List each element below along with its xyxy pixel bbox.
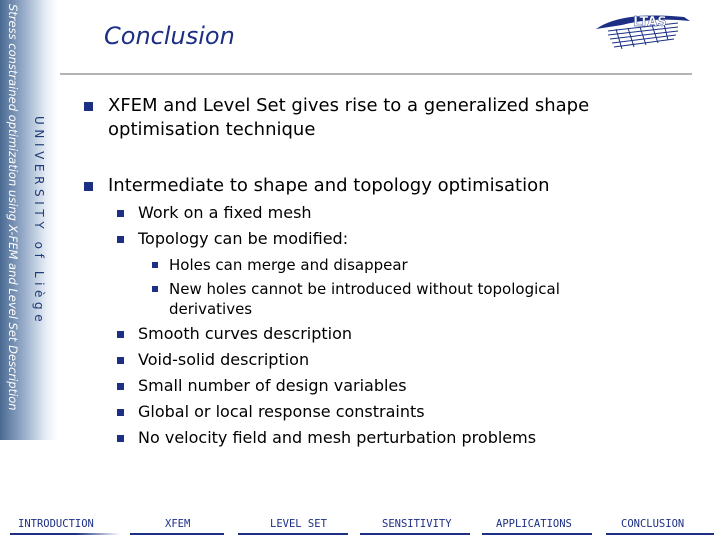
nav-underline [360,533,470,535]
square-bullet-icon [117,357,124,364]
nav-conclusion[interactable]: CONCLUSION [621,518,685,530]
side-presentation-title: Stress constrained optimization using X-FEM and Level Set Description [6,4,20,411]
sub-bullet-text: Global or local response constraints [138,402,425,421]
bullet-text: Intermediate to shape and topology optimisation [108,175,550,196]
title-divider [60,73,692,75]
nav-underline [238,533,348,535]
side-university-name: UNIVERSITY of Liège [32,116,46,327]
square-bullet-icon [152,286,158,292]
svg-text:LTAS: LTAS [633,15,667,30]
sub-bullet-text: Smooth curves description [138,324,353,343]
nav-applications[interactable]: APPLICATIONS [496,518,572,530]
nav-sensitivity[interactable]: SENSITIVITY [382,518,452,530]
square-bullet-icon [117,435,124,442]
sub-bullet-text: Void-solid description [138,350,310,369]
section-navigation [0,516,720,540]
nav-xfem[interactable]: XFEM [165,518,191,530]
nav-underline [10,533,120,535]
nav-underline [606,533,714,535]
bullet-text: optimisation technique [108,119,316,140]
square-bullet-icon [117,409,124,416]
sub-bullet-text: Work on a fixed mesh [138,203,312,222]
sub-sub-bullet-text: New holes cannot be introduced without topological [169,280,560,298]
sub-bullet-text: Topology can be modified: [138,229,349,248]
square-bullet-icon [117,383,124,390]
square-bullet-icon [152,262,158,268]
nav-introduction[interactable]: INTRODUCTION [18,518,94,530]
bullet-text: XFEM and Level Set gives rise to a generalized shape [108,95,590,116]
square-bullet-icon [117,210,124,217]
sub-sub-bullet-text: derivatives [169,300,253,318]
square-bullet-icon [84,102,93,111]
sub-bullet-text: Small number of design variables [138,376,407,395]
page-title: Conclusion [104,22,235,50]
sub-sub-bullet-text: Holes can merge and disappear [169,256,408,274]
square-bullet-icon [117,331,124,338]
nav-underline [130,533,224,535]
square-bullet-icon [84,182,93,191]
nav-level-set[interactable]: LEVEL SET [270,518,327,530]
square-bullet-icon [117,236,124,243]
ltas-logo-icon [592,9,692,53]
sub-bullet-text: No velocity field and mesh perturbation problems [138,428,537,447]
nav-underline [482,533,592,535]
